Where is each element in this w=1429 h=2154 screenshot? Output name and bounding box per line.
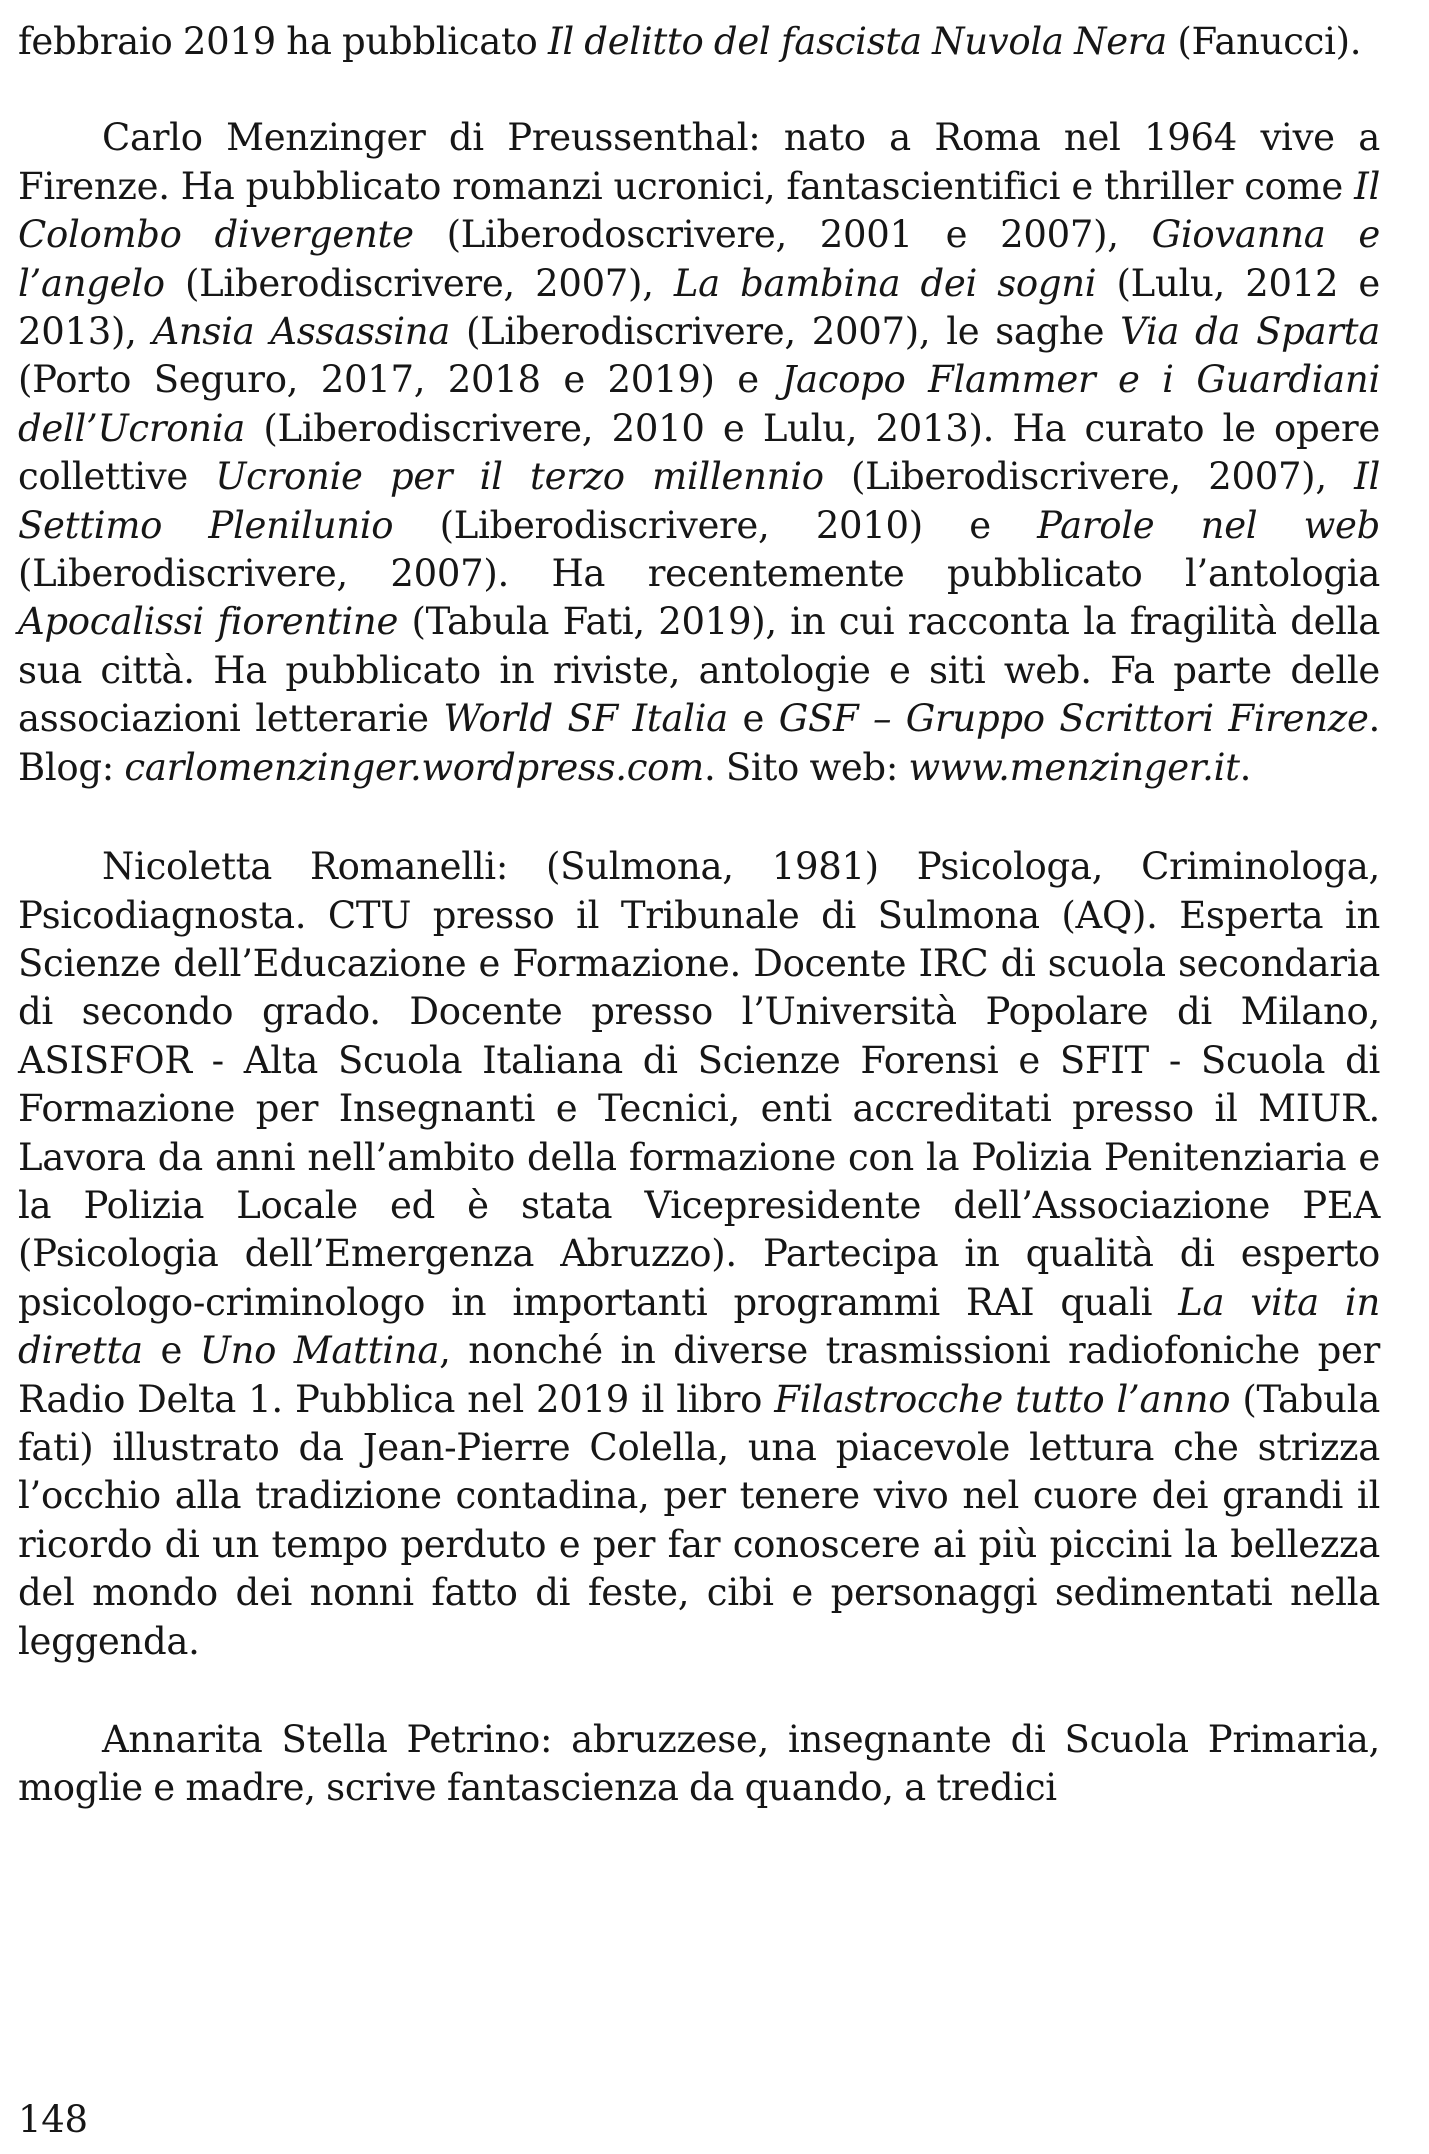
text-run: (Liberodiscrivere, 2007). Ha recentemente pubblicato l’antologia [18,552,1380,596]
text-run: febbraio 2019 ha pubblicato [18,20,548,63]
italic-title: World SF Italia [443,697,728,741]
text-run: e [727,697,779,741]
text-run: e [142,1329,200,1373]
italic-title: GSF – Gruppo Scrittori Firenze [778,697,1369,741]
text-run: (Liberodiscrivere, 2010) e [393,503,1038,547]
italic-title: Il Colombo divergente [18,164,1380,257]
italic-title: Uno Mattina [199,1329,440,1373]
text-run: (Liberodiscrivere, 2007), [164,261,674,305]
italic-title: La bambina dei sogni [673,261,1097,305]
italic-title: Parole nel web [1037,503,1380,547]
para-carlo-menzinger [18,114,1380,792]
text-run: (Tabula fati) illustrato da Jean-Pierre Colella, una piacevole lettura che strizza l’occhio alla tradizione contadina, per tenere vivo nel cuore dei grandi il ricordo di un tempo perduto e per far conoscere ai più piccini la bellezza del mondo dei nonni fatto di feste, cibi e personaggi sedimentati nella leggenda. [18,1377,1380,1663]
text-run: Nicoletta Romanelli: (Sulmona, 1981) Psicologa, Criminologa, Psicodiagnosta. CTU presso il Tribunale di Sulmona (AQ). Esperta in Scienze dell’Educazione e Formazione. Docente IRC di scuola secondaria di secondo grado. Docente presso l’Università Popolare di Milano, ASISFOR - Alta Scuola Italiana di Scienze Forensi e SFIT - Scuola di Formazione per Insegnanti e Tecnici, enti accreditati presso il MIUR. Lavora da anni nell’ambito della formazione con la Polizia Penitenziaria e la Polizia Locale ed è stata Vicepresidente dell’Associazione PEA (Psicologia dell’Emergenza Abruzzo). Partecipa in qualità di esperto psicologo-criminologo in importanti programmi RAI quali [18,845,1380,1324]
text-run: . [1239,745,1252,789]
italic-title: carlomenzinger.wordpress.com [124,745,704,789]
italic-title: La vita in diretta [18,1280,1380,1373]
italic-title: Ansia Assassina [152,310,451,354]
italic-title: www.menzinger.it [908,745,1240,789]
text-run: (Fanucci). [1166,20,1362,63]
para-nicoletta-romanelli [18,843,1380,1666]
text-run: (Tabula Fati, 2019), in cui racconta la fragilità della sua città. Ha pubblicato in riviste, antologie e siti web. Fa parte delle associazioni letterarie [18,600,1381,741]
italic-title: Il Settimo Plenilunio [18,455,1380,547]
text-run: Annarita Stella Petrino: abruzzese, insegnante di Scuola Primaria, moglie e madre, scrive fantascienza da quando, a tredici [18,1718,1380,1810]
text-run: . Sito web: [703,745,909,789]
text-run: (Liberodiscrivere, 2007), [823,455,1355,499]
para-nuvola-nera [18,18,1380,66]
text-column [18,18,1380,1813]
italic-title: Ucronie per il terzo millennio [215,455,824,499]
italic-title: Jacopo Flammer e i Guardiani dell’Ucronia [18,358,1380,450]
italic-title: Filastrocche tutto l’anno [774,1377,1231,1421]
page-number: 148 [18,2098,88,2141]
italic-title: Il delitto del fascista Nuvola Nera [548,20,1167,63]
italic-title: Apocalissi fiorentine [18,600,399,644]
italic-title: Giovanna e l’angelo [18,213,1380,305]
italic-title: Via da Sparta [1120,310,1380,354]
text-run: , nonché in diverse trasmissioni radiofoniche per Radio Delta 1. Pubblica nel 2019 il libro [18,1329,1380,1421]
text-run: Carlo Menzinger di Preussenthal: nato a Roma nel 1964 vive a Firenze. Ha pubblicato romanzi ucronici, fantascientifici e thriller come [18,116,1380,208]
text-run: (Liberodiscrivere, 2010 e Lulu, 2013). Ha curato le opere collettive [18,406,1380,499]
para-annarita-petrino [18,1716,1380,1813]
text-run: (Liberodoscrivere, 2001 e 2007), [413,213,1152,257]
text-run: (Porto Seguro, 2017, 2018 e 2019) e [18,358,782,402]
text-run: (Lulu, 2012 e 2013), [18,261,1380,354]
text-run: (Liberodiscrivere, 2007), le saghe [450,310,1121,354]
text-run: . Blog: [18,697,1381,789]
